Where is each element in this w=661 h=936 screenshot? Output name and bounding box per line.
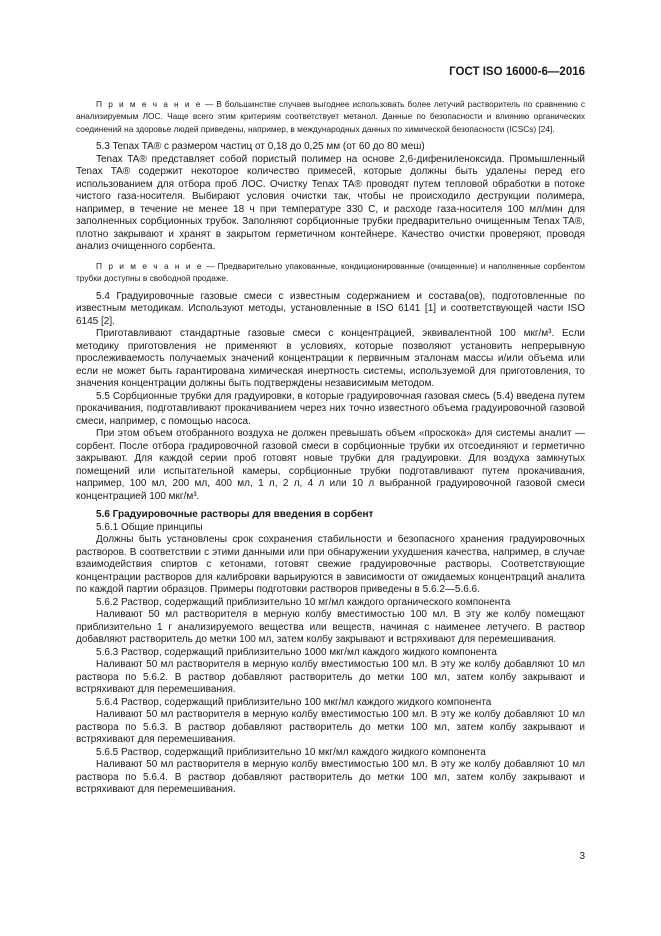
clause-5-6-3-heading: 5.6.3 Раствор, содержащий приблизительно 1000 мкг/мл каждого жидкого компонента — [96, 646, 497, 658]
clause-5-6-4-body: Наливают 50 мл растворителя в мерную колбу вместимостью 100 мл. В эту же колбу добавляют 10 мл раствора по 5.6.3. В раствор добавляют растворитель до метки 100 мл, затем колбу закрывают и встряхивают для перемешивания. — [76, 709, 585, 746]
note-1 — [76, 98, 585, 135]
clause-5-6-4-heading: 5.6.4 Раствор, содержащий приблизительно 100 мкг/мл каждого жидкого компонента — [96, 696, 492, 708]
clause-5-6-heading: 5.6 Градуировочные растворы для введения в сорбент — [96, 509, 374, 521]
note-label: П р и м е ч а н и е — [96, 260, 204, 271]
clause-5-4: 5.4 Градуировочные газовые смеси с известным содержанием и состава(ов), подготовленные по известным методикам. Используют методы, установленные в ISO 6141 [1] и соответствующей части ISO 6145 [2]. — [76, 290, 585, 327]
clause-5-5-para-2: При этом объем отобранного воздуха не должен превышать объем «проскока» для системы аналит — сорбент. После отбора градировочной газовой смеси в сорбционные трубки их отсоединяют и герметично закрывают. Для каждой серии проб готовят новые трубки для градуировки. Для воздуха замкнутых помещений или испытательной камеры, сорбционные трубки подготавливают путем прокачивания, например, 100 мл, 200 мл, 400 мл, 1 л, 2 л, 4 л или 10 л выбранной градуировочной газовой смеси концентрацией 100 мкг/м³. — [76, 428, 585, 502]
page-body — [76, 98, 585, 797]
clause-5-6-5-heading: 5.6.5 Раствор, содержащий приблизительно 10 мкг/мл каждого жидкого компонента — [96, 746, 486, 758]
clause-5-6-3-body: Наливают 50 мл растворителя в мерную колбу вместимостью 100 мл. В эту же колбу добавляют 10 мл раствора по 5.6.2. В раствор добавляют растворитель до метки 100 мл, затем колбу закрывают и встряхивают для перемешивания. — [76, 659, 585, 696]
note-1-text: — В большинстве случаев выгоднее использовать более летучий растворитель по сравнению с анализируемым ЛОС. Чаще всего этим критериям соответствует метанол. Данные по безопасности и влиянию органических соединений на здоровье людей приведены, например, в международных данных по химической безопасности (ICSCs) [24]. — [76, 99, 585, 134]
clause-5-3-body: Tenax TA® представляет собой пористый полимер на основе 2,6-дифениленоксида. Промышленный Tenax TA® содержит некоторое количество примесей, которые должны быть удалены перед его использованием для отбора проб ЛОС. Очистку Tenax TA® проводят путем тепловой обработки в потоке чистого газа-носителя. Выбирают условия очистки так, чтобы не происходило деструкции полимера, например, в течение не менее 18 ч при температуре 330 С, и расходе газа-носителя 100 мл/мин для заполненных сорбционных трубок. Заполняют сорбционные трубки предварительно очищенным Tenax TA®, плотно закрывают и хранят в закрытом герметичном контейнере. Качество очистки проверяют, проводя анализ очищенного сорбента. — [76, 153, 585, 253]
clause-5-6-1-body: Должны быть установлены срок сохранения стабильности и безопасного хранения градуировочных растворов. В соответствии с этими данными или при обнаружении ухудшения качества, например, в случае взаимодействия спиртов с кетонами, готовят свежие градуировочные растворы. Соответствующие концентрации растворов для калибровки варьируются в зависимости от ожидаемых концентраций аналита по каждой партии образцов. Примеры подготовки растворов приведены в 5.6.2—5.6.6. — [76, 534, 585, 596]
clause-5-5: 5.5 Сорбционные трубки для градуировки, в которые градуировочная газовая смесь (5.4) введена путем прокачивания, подготавливают прокачиванием через них точно известного объема градуировочной газовой смеси, например, с помощью насоса. — [76, 390, 585, 427]
clause-5-6-2-body: Наливают 50 мл растворителя в мерную колбу вместимостью 100 мл. В эту же колбу помещают приблизительно 1 г анализируемого вещества или веществ, начиная с наименее летучего. В раствор добавляют растворитель до метки 100 мл, затем колбу закрывают и встряхивают для перемешивания. — [76, 609, 585, 646]
clause-5-6-1-heading: 5.6.1 Общие принципы — [96, 521, 203, 533]
page-number: 3 — [579, 851, 585, 862]
clause-5-4-para-2: Приготавливают стандартные газовые смеси с концентрацией, эквивалентной 100 мкг/м³. Если методику приготовления не применяют в условиях, которые позволяют установить непрерывную прослеживаемость получаемых значений концентрации к первичным эталонам массы и/или объема или если не может быть гарантирована химическая инертность системы, используемой для приготовления, то значения концентрации должны быть подтверждены независимым методом. — [76, 328, 585, 390]
clause-5-6-2-heading: 5.6.2 Раствор, содержащий приблизительно 10 мг/мл каждого органического компонента — [96, 596, 511, 608]
document-header: ГОСТ ISO 16000-6—2016 — [449, 66, 585, 78]
note-2 — [76, 260, 585, 285]
note-2-text: — Предварительно упакованные, кондиционированные (очищенные) и наполненные сорбентом трубки доступны в свободной продаже. — [76, 260, 585, 284]
note-label: П р и м е ч а н и е — [96, 99, 202, 109]
clause-5-6-5-body: Наливают 50 мл растворителя в мерную колбу вместимостью 100 мл. В эту же колбу добавляют 10 мл раствора по 5.6.4. В раствор добавляют растворитель до метки 100 мл, затем колбу закрывают и встряхивают для перемешивания. — [76, 759, 585, 796]
clause-5-3-title: 5.3 Tenax TA® с размером частиц от 0,18 до 0,25 мм (от 60 до 80 меш) — [96, 141, 425, 153]
